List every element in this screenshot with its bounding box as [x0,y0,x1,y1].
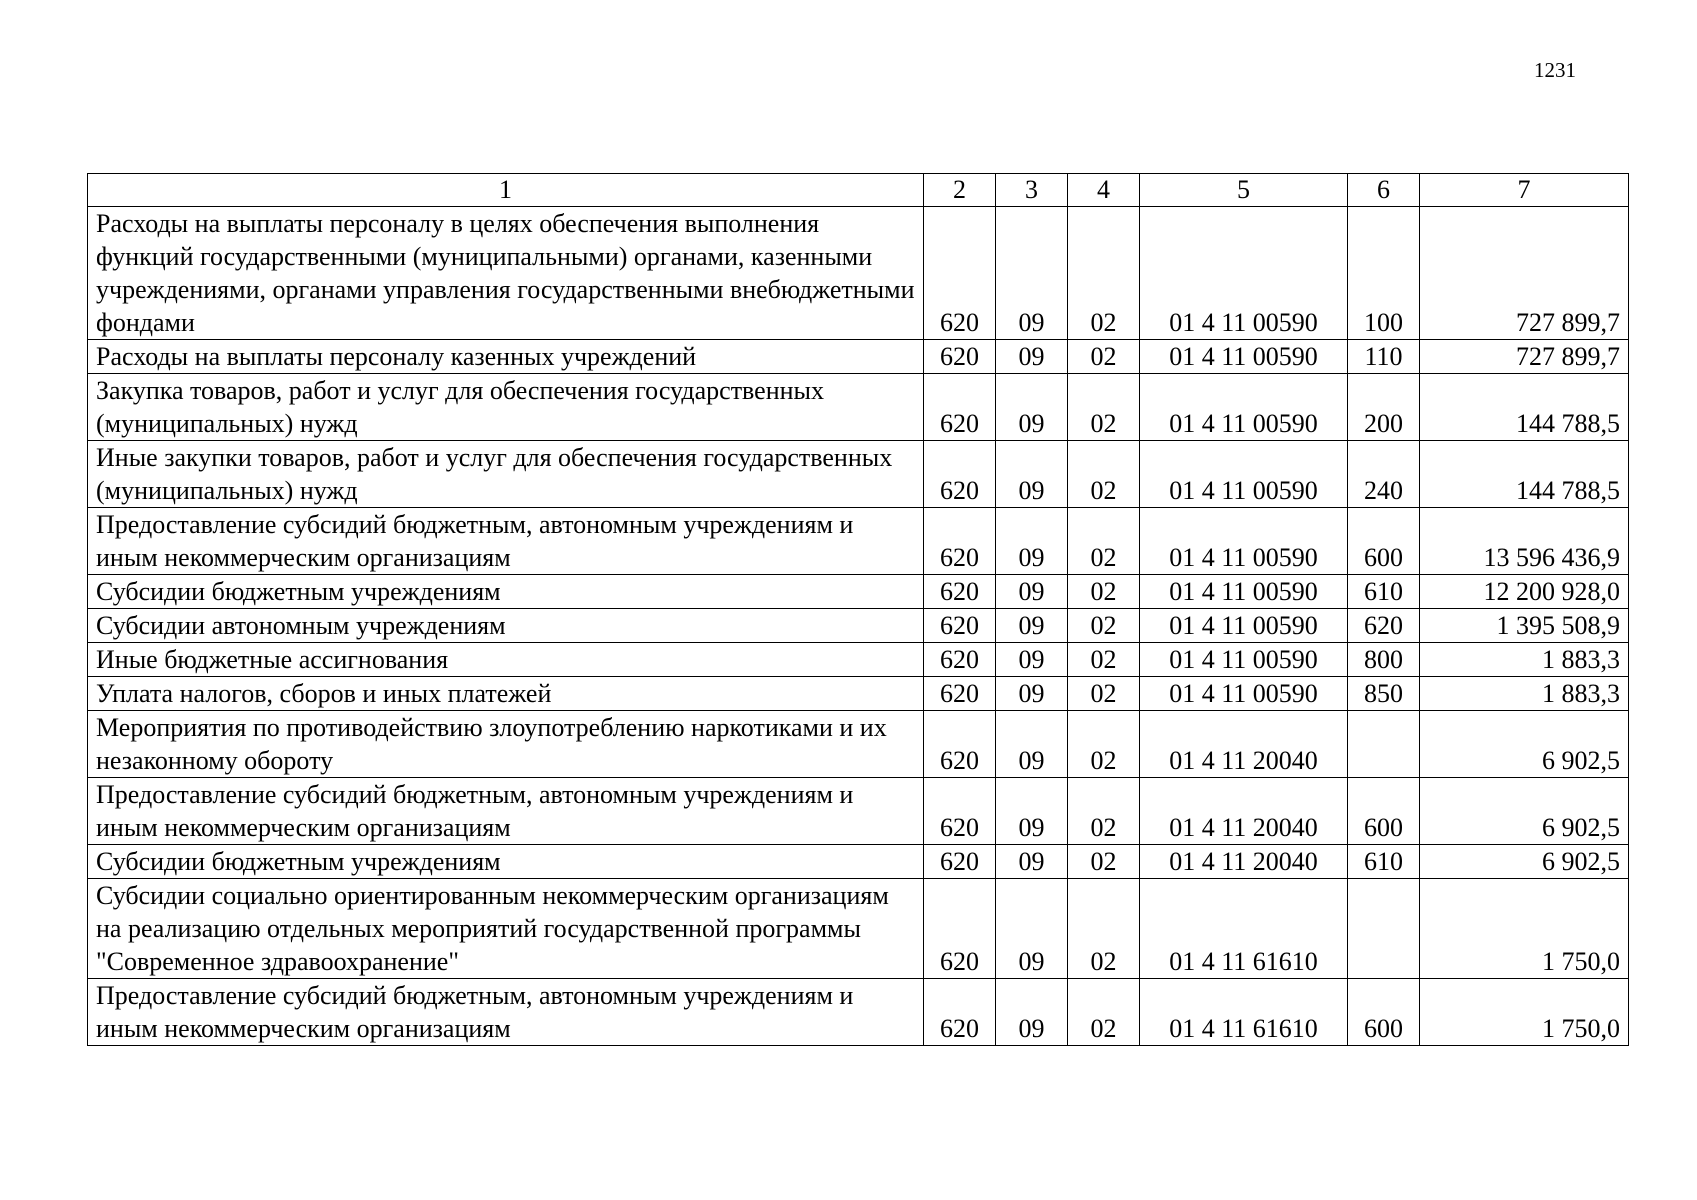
header-col-2: 2 [924,174,996,207]
cell-subsection: 02 [1068,609,1140,643]
cell-section: 09 [996,508,1068,575]
header-col-1: 1 [88,174,924,207]
cell-section: 09 [996,575,1068,609]
cell-subsection: 02 [1068,845,1140,879]
cell-expense-type: 240 [1348,441,1420,508]
cell-amount: 144 788,5 [1420,441,1629,508]
table-row [88,340,1629,374]
header-col-7: 7 [1420,174,1629,207]
cell-ministry-code: 620 [924,207,996,340]
cell-ministry-code: 620 [924,441,996,508]
cell-amount: 12 200 928,0 [1420,575,1629,609]
table-row [88,677,1629,711]
cell-expense-type: 800 [1348,643,1420,677]
cell-subsection: 02 [1068,575,1140,609]
header-col-5: 5 [1140,174,1348,207]
cell-amount: 6 902,5 [1420,778,1629,845]
table-row [88,979,1629,1046]
cell-expense-type: 600 [1348,508,1420,575]
cell-target-article: 01 4 11 00590 [1140,441,1348,508]
cell-name: Закупка товаров, работ и услуг для обеспечения государственных (муниципальных) нужд [88,374,924,441]
table-row [88,778,1629,845]
cell-ministry-code: 620 [924,845,996,879]
cell-name: Предоставление субсидий бюджетным, автономным учреждениям и иным некоммерческим организациям [88,979,924,1046]
cell-ministry-code: 620 [924,609,996,643]
header-row [88,174,1629,207]
table-row [88,643,1629,677]
table-row [88,441,1629,508]
cell-name: Расходы на выплаты персоналу в целях обеспечения выполнения функций государственными (муниципальными) органами, казенными учреждениями, органами управления государственными внебюджетными фондами [88,207,924,340]
cell-name: Субсидии бюджетным учреждениям [88,575,924,609]
cell-expense-type: 100 [1348,207,1420,340]
cell-amount: 727 899,7 [1420,340,1629,374]
cell-name: Мероприятия по противодействию злоупотреблению наркотиками и их незаконному обороту [88,711,924,778]
cell-subsection: 02 [1068,340,1140,374]
cell-section: 09 [996,979,1068,1046]
cell-subsection: 02 [1068,677,1140,711]
cell-subsection: 02 [1068,879,1140,979]
cell-target-article: 01 4 11 00590 [1140,643,1348,677]
cell-ministry-code: 620 [924,374,996,441]
cell-name: Предоставление субсидий бюджетным, автономным учреждениям и иным некоммерческим организациям [88,508,924,575]
cell-expense-type: 850 [1348,677,1420,711]
page-number: 1231 [1534,58,1576,82]
cell-name: Иные бюджетные ассигнования [88,643,924,677]
cell-section: 09 [996,711,1068,778]
cell-expense-type: 200 [1348,374,1420,441]
cell-section: 09 [996,207,1068,340]
cell-target-article: 01 4 11 20040 [1140,711,1348,778]
cell-target-article: 01 4 11 61610 [1140,979,1348,1046]
cell-section: 09 [996,677,1068,711]
cell-amount: 1 750,0 [1420,979,1629,1046]
cell-expense-type: 110 [1348,340,1420,374]
cell-target-article: 01 4 11 00590 [1140,609,1348,643]
cell-expense-type: 600 [1348,778,1420,845]
cell-amount: 6 902,5 [1420,711,1629,778]
cell-ministry-code: 620 [924,575,996,609]
cell-ministry-code: 620 [924,879,996,979]
cell-name: Субсидии бюджетным учреждениям [88,845,924,879]
cell-amount: 727 899,7 [1420,207,1629,340]
cell-subsection: 02 [1068,207,1140,340]
cell-amount: 1 750,0 [1420,879,1629,979]
cell-amount: 1 395 508,9 [1420,609,1629,643]
cell-name: Иные закупки товаров, работ и услуг для обеспечения государственных (муниципальных) нужд [88,441,924,508]
cell-target-article: 01 4 11 00590 [1140,207,1348,340]
cell-expense-type: 610 [1348,845,1420,879]
cell-subsection: 02 [1068,979,1140,1046]
cell-section: 09 [996,643,1068,677]
cell-name: Субсидии социально ориентированным некоммерческим организациям на реализацию отдельных мероприятий государственной программы "Современное здравоохранение" [88,879,924,979]
cell-expense-type: 600 [1348,979,1420,1046]
cell-section: 09 [996,374,1068,441]
cell-ministry-code: 620 [924,677,996,711]
cell-section: 09 [996,441,1068,508]
cell-target-article: 01 4 11 00590 [1140,677,1348,711]
cell-name: Уплата налогов, сборов и иных платежей [88,677,924,711]
cell-ministry-code: 620 [924,711,996,778]
cell-target-article: 01 4 11 00590 [1140,340,1348,374]
cell-subsection: 02 [1068,441,1140,508]
cell-expense-type [1348,879,1420,979]
cell-target-article: 01 4 11 20040 [1140,845,1348,879]
cell-section: 09 [996,879,1068,979]
cell-subsection: 02 [1068,778,1140,845]
table-row [88,374,1629,441]
table-row [88,508,1629,575]
cell-section: 09 [996,609,1068,643]
cell-expense-type: 610 [1348,575,1420,609]
table-row [88,575,1629,609]
cell-amount: 144 788,5 [1420,374,1629,441]
cell-target-article: 01 4 11 00590 [1140,575,1348,609]
cell-target-article: 01 4 11 00590 [1140,374,1348,441]
cell-expense-type [1348,711,1420,778]
table-row [88,207,1629,340]
header-col-3: 3 [996,174,1068,207]
cell-subsection: 02 [1068,508,1140,575]
cell-section: 09 [996,845,1068,879]
table-row [88,879,1629,979]
cell-section: 09 [996,778,1068,845]
cell-name: Субсидии автономным учреждениям [88,609,924,643]
cell-ministry-code: 620 [924,340,996,374]
header-col-6: 6 [1348,174,1420,207]
cell-amount: 1 883,3 [1420,677,1629,711]
table-row [88,609,1629,643]
cell-expense-type: 620 [1348,609,1420,643]
header-col-4: 4 [1068,174,1140,207]
table-body [88,207,1629,1046]
cell-section: 09 [996,340,1068,374]
cell-target-article: 01 4 11 00590 [1140,508,1348,575]
cell-target-article: 01 4 11 61610 [1140,879,1348,979]
cell-ministry-code: 620 [924,643,996,677]
cell-amount: 1 883,3 [1420,643,1629,677]
cell-name: Предоставление субсидий бюджетным, автономным учреждениям и иным некоммерческим организациям [88,778,924,845]
table-row [88,711,1629,778]
cell-subsection: 02 [1068,643,1140,677]
budget-table [87,173,1629,1046]
cell-subsection: 02 [1068,711,1140,778]
table-row [88,845,1629,879]
cell-amount: 6 902,5 [1420,845,1629,879]
cell-amount: 13 596 436,9 [1420,508,1629,575]
cell-ministry-code: 620 [924,508,996,575]
cell-ministry-code: 620 [924,778,996,845]
cell-target-article: 01 4 11 20040 [1140,778,1348,845]
cell-ministry-code: 620 [924,979,996,1046]
cell-subsection: 02 [1068,374,1140,441]
cell-name: Расходы на выплаты персоналу казенных учреждений [88,340,924,374]
